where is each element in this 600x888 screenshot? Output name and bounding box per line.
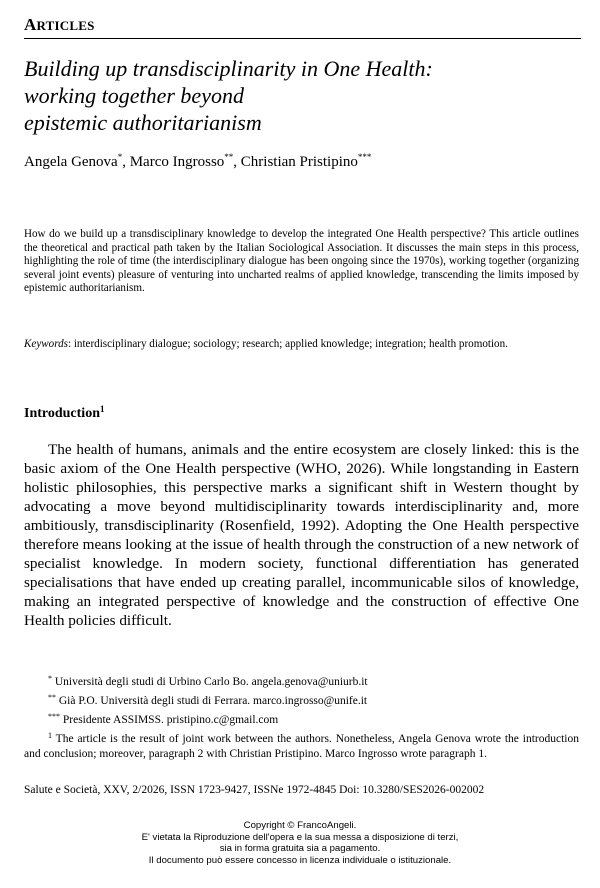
footnote — [24, 671, 579, 690]
footnote-mark: 1 — [48, 731, 52, 740]
author-name: Christian Pristipino — [240, 154, 358, 170]
footnote-text: Già P.O. Università degli studi di Ferrara. marco.ingrosso@unife.it — [56, 695, 368, 707]
footnotes — [24, 671, 579, 762]
author-name: Angela Genova — [24, 154, 118, 170]
copyright-line: Copyright © FrancoAngeli. — [243, 820, 357, 831]
keywords-text: : interdisciplinary dialogue; sociology; research; applied knowledge; integration; health promotion. — [67, 338, 508, 350]
footnote — [24, 728, 579, 762]
footnote-text: The article is the result of joint work between the authors. Nonetheless, Angela Genova wrote the introduction and conclusion; moreover, paragraph 2 with Christian Pristipino. Marco Ingrosso wrote paragraph 1. — [24, 733, 579, 760]
journal-citation: Salute e Società, XXV, 2/2026, ISSN 1723-9427, ISSNe 1972-4845 Doi: 10.3280/SES2026-002002 — [24, 784, 485, 796]
keywords — [24, 338, 579, 352]
introduction-footnote-mark: 1 — [99, 404, 105, 414]
title-line-2: working together beyond — [24, 83, 244, 108]
section-label-rest: RTICLES — [36, 18, 95, 33]
article-title — [24, 55, 584, 136]
author-name: Marco Ingrosso — [129, 154, 225, 170]
footnote — [24, 709, 579, 728]
section-label — [24, 15, 95, 35]
introduction-heading-text: Introduction — [24, 406, 100, 421]
footnote-mark: * — [48, 674, 52, 683]
footnote-text: Università degli studi di Urbino Carlo Bo. angela.genova@uniurb.it — [52, 676, 368, 688]
introduction-heading — [24, 404, 104, 422]
introduction-paragraph: The health of humans, animals and the entire ecosystem are closely linked: this is the basic axiom of the One Health perspective (WHO, 2026). While longstanding in Eastern holistic philosophies, this perspective marks a significant shift in Western thought by advocating a move beyond multidisciplinarity towards interdisciplinarity and, more ambitiously, transdisciplinarity (Rosenfield, 1992). Adopting the One Health perspective therefore means looking at the issue of health through the construction of a new network of specialist knowledge. In modern society, functional differentiation has generated specialisations that have ended up creating parallel, incommunicable silos of knowledge, making an integrated perspective of knowledge and the construction of effective One Health policies difficult. — [24, 441, 579, 629]
footnote — [24, 690, 579, 709]
keywords-label: Keywords — [24, 338, 68, 350]
section-label-initial: A — [24, 15, 37, 34]
footnote-mark: *** — [48, 712, 60, 721]
footnote-text: Presidente ASSIMSS. pristipino.c@gmail.com — [60, 714, 279, 726]
author-separator: , — [122, 154, 130, 170]
title-line-3: epistemic authoritarianism — [24, 110, 262, 135]
title-line-1: Building up transdisciplinarity in One Health: — [24, 56, 433, 81]
author-separator: , — [233, 154, 241, 170]
copyright-notice — [0, 820, 600, 866]
author-affiliation-mark: * — [117, 152, 123, 162]
author-affiliation-mark: *** — [357, 152, 372, 162]
header-rule — [24, 38, 581, 39]
copyright-line: sia in forma gratuita sia a pagamento. — [219, 843, 381, 854]
author-affiliation-mark: ** — [224, 152, 234, 162]
abstract: How do we build up a transdisciplinary knowledge to develop the integrated One Health perspective? This article outlines the theoretical and practical path taken by the Italian Sociological Association. It discusses the main steps in this process, highlighting the role of time (the interdisciplinary dialogue has been ongoing since the 1970s), working together (organizing several joint events) pleasure of venturing into uncharted realms of applied knowledge, transcending the limits imposed by epistemic authoritarianism. — [24, 228, 579, 294]
copyright-line: Il documento può essere concesso in licenza individuale o istituzionale. — [148, 854, 452, 866]
footnote-mark: ** — [48, 693, 56, 702]
copyright-line: E' vietata la Riproduzione dell'opera e la sua messa a disposizione di terzi, — [141, 831, 459, 843]
author-list — [24, 152, 371, 171]
